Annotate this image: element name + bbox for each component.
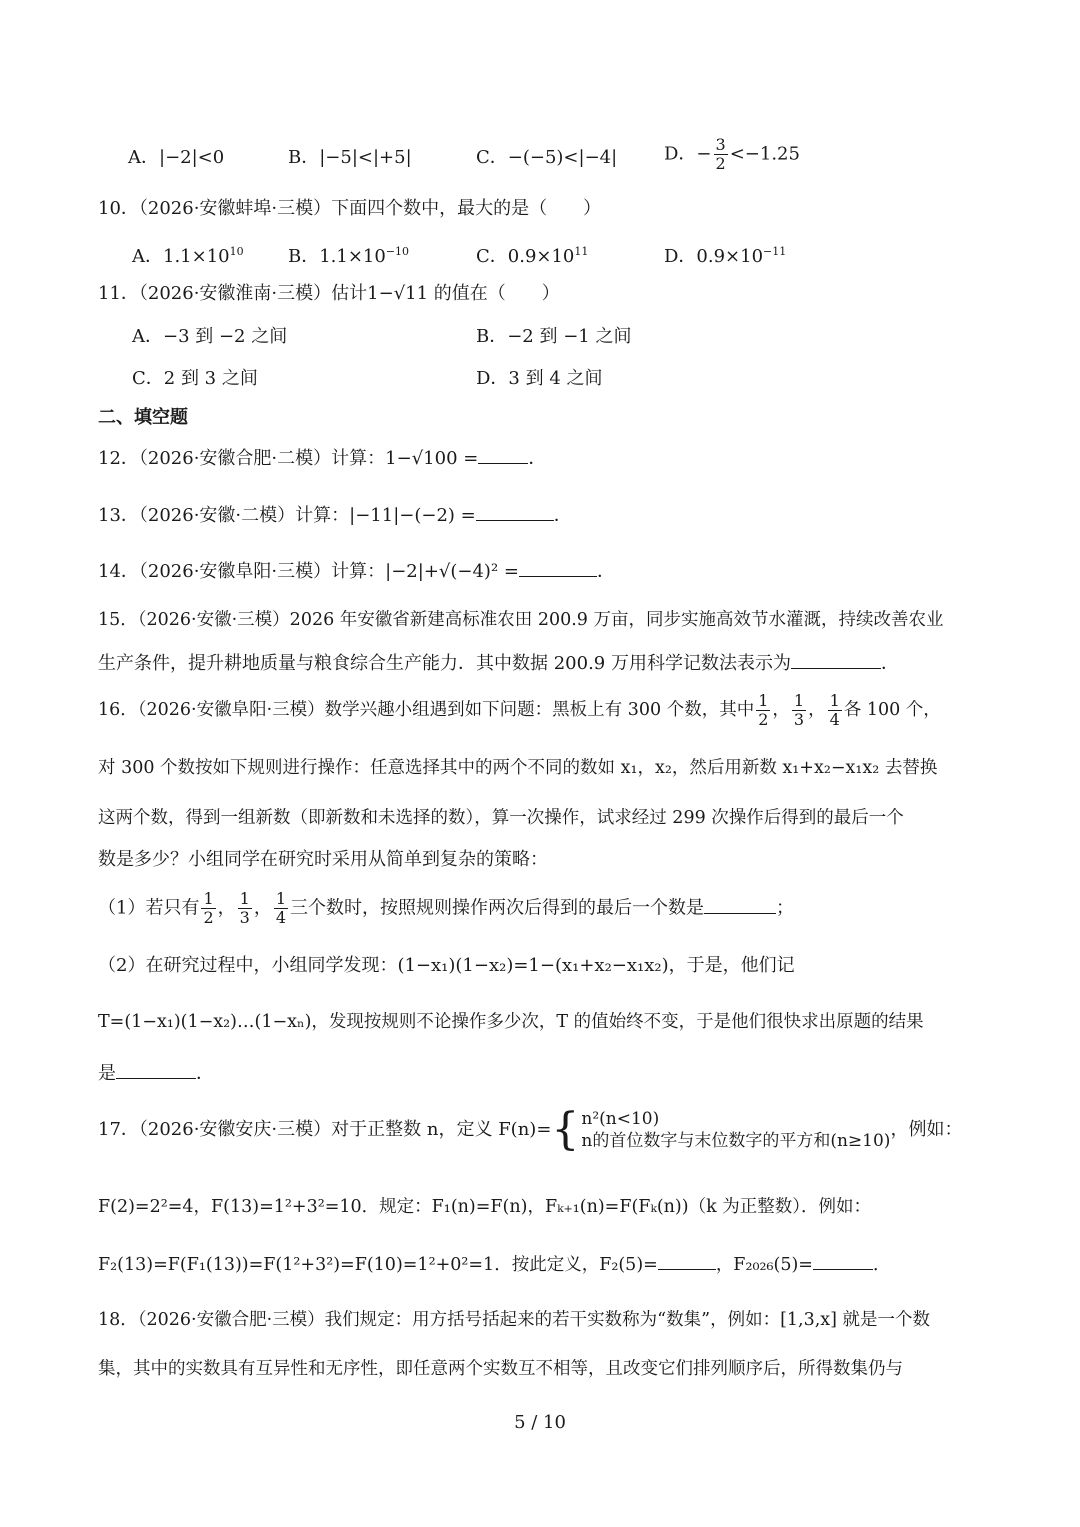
fraction-numerator: 1 — [239, 889, 250, 908]
q12: 12．（2026·安徽合肥·二模）计算：1−√100 = ． — [98, 445, 546, 471]
q16-part-1-rest: 三个数时，按照规则操作两次后得到的最后一个数是 — [290, 897, 705, 919]
q14: 14．（2026·安徽阜阳·三模）计算：|−2|+√(−4)² = ． — [98, 558, 615, 584]
fraction — [201, 890, 215, 927]
fraction-numerator: 1 — [829, 691, 840, 710]
q9-option-d — [664, 136, 800, 173]
q15-line-2: 生产条件，提升耕地质量与粮食综合生产能力．其中数据 200.9 万用科学记数法表示为 ． — [98, 650, 899, 676]
q11-option-a: A．−3 到 −2 之间 — [132, 326, 288, 347]
q16-line-2: 对 300 个数按如下规则进行操作：任意选择其中的两个不同的数如 x₁，x₂，然后用新数 x₁+x₂−x₁x₂ 去替换 — [98, 758, 938, 778]
q9-option-d-prefix: D．− — [664, 143, 712, 165]
section-heading: 二、填空题 — [98, 407, 188, 428]
fraction-numerator: 1 — [758, 691, 769, 710]
q17-line-3-mid: ，F₂₀₂₆(5)= — [715, 1255, 813, 1275]
q17-stem-end: ，例如： — [890, 1119, 963, 1140]
q16-part-2: （2）在研究过程中，小组同学发现：(1−x₁)(1−x₂)=1−(x₁+x₂−x₁x₂)，于是，他们记 — [98, 955, 795, 976]
q17-stem — [98, 1104, 963, 1155]
q9-option-a: A．|−2|<0 — [128, 147, 225, 168]
fraction-numerator: 1 — [203, 889, 214, 908]
q18-line-2: 集，其中的实数具有互异性和无序性，即任意两个实数互不相等，且改变它们排列顺序后，所得数集仍与 — [98, 1359, 903, 1379]
q10-option-d — [664, 240, 786, 269]
fraction — [756, 692, 770, 729]
answer-blank — [658, 1251, 716, 1270]
q17-line-2: F(2)=2²=4，F(13)=1²+3²=10．规定：F₁(n)=F(n)，Fₖ₊₁(n)=F(Fₖ(n))（k 为正整数）．例如： — [98, 1197, 872, 1217]
exponent: 10 — [229, 245, 244, 258]
fraction-denominator: 3 — [239, 908, 250, 927]
fraction-denominator: 2 — [758, 710, 769, 729]
q10-option-c-text: C．0.9×10 — [476, 246, 575, 267]
q10-option-a — [132, 240, 244, 269]
fraction-denominator: 4 — [275, 908, 287, 927]
q16-part-2-line-2: T=(1−x₁)(1−x₂)…(1−xₙ)，发现按规则不论操作多少次，T 的值始终不变，于是他们很快求出原题的结果 — [98, 1012, 924, 1032]
answer-blank — [116, 1060, 196, 1079]
fraction-denominator: 2 — [715, 154, 726, 173]
q11-option-b: B．−2 到 −1 之间 — [476, 326, 632, 347]
q17-stem-text: 17．（2026·安徽安庆·三模）对于正整数 n，定义 F(n)= — [98, 1119, 552, 1140]
q10-option-b — [288, 240, 409, 269]
fraction — [238, 890, 252, 927]
exponent: −10 — [385, 245, 410, 258]
q16-part-1-text: （1）若只有 — [98, 897, 200, 919]
q16-part-2-line-3: 是 ． — [98, 1060, 214, 1086]
q16-line-1-end: 各 100 个， — [843, 700, 941, 720]
answer-blank — [704, 895, 776, 914]
fraction — [274, 890, 288, 927]
page-number: 5 / 10 — [514, 1412, 566, 1433]
q10-option-d-text: D．0.9×10 — [664, 246, 764, 267]
answer-blank — [813, 1251, 873, 1270]
q16-line-1: 16．（2026·安徽阜阳·三模）数学兴趣小组遇到如下问题：黑板上有 300 个数，其中 $\frac{1}{2}$ ， $\frac{1}{3}$ ， $\frac{1}{4}$ 各 100 个， — [98, 691, 941, 729]
q18-line-1: 18．（2026·安徽合肥·三模）我们规定：用方括号括起来的若干实数称为“数集”，例如：[1,3,x] 就是一个数 — [98, 1310, 931, 1330]
q17-line-3-text: F₂(13)=F(F₁(13))=F(1²+3²)=F(10)=1²+0²=1．按此定义，F₂(5)= — [98, 1255, 658, 1275]
q9-option-c: C．−(−5)<|−4| — [476, 147, 618, 168]
answer-blank — [791, 650, 881, 669]
q16-line-3: 这两个数，得到一组新数（即新数和未选择的数），算一次操作，试求经过 299 次操作后得到的最后一个 — [98, 808, 904, 828]
q16-line-4: 数是多少？小组同学在研究时采用从简单到复杂的策略： — [98, 849, 548, 870]
fraction — [714, 136, 728, 173]
q15-line-2-text: 生产条件，提升耕地质量与粮食综合生产能力．其中数据 200.9 万用科学记数法表示为 — [98, 653, 791, 674]
fraction-denominator: 4 — [829, 710, 840, 729]
q11-option-d: D．3 到 4 之间 — [476, 368, 603, 389]
answer-blank — [519, 558, 597, 577]
q16-line-1-text: 16．（2026·安徽阜阳·三模）数学兴趣小组遇到如下问题：黑板上有 300 个数，其中 — [98, 700, 755, 720]
answer-blank — [478, 445, 528, 464]
piecewise-definition — [551, 1104, 891, 1155]
answer-blank — [476, 502, 554, 521]
q11-option-c: C．2 到 3 之间 — [132, 368, 258, 389]
q13-text: 13．（2026·安徽·二模）计算：|−11|−(−2) = — [98, 505, 476, 526]
case-2: n的首位数字与末位数字的平方和(n≥10) — [581, 1131, 891, 1151]
q16-part-1: （1）若只有 $\frac{1}{2}$ ， $\frac{1}{3}$ ， $\frac{1}{4}$ 三个数时，按照规则操作两次后得到的最后一个数是 ； — [98, 889, 795, 927]
case-1: n²(n<10) — [581, 1109, 660, 1129]
fraction — [828, 692, 842, 729]
fraction-denominator: 2 — [203, 908, 214, 927]
exponent: −11 — [763, 245, 787, 258]
exponent: 11 — [574, 245, 589, 258]
fraction-numerator: 1 — [275, 889, 287, 908]
q9-option-d-suffix: <−1.25 — [729, 143, 800, 165]
q9-option-b: B．|−5|<|+5| — [288, 147, 412, 168]
fraction-numerator: 1 — [793, 691, 805, 710]
q17-line-3: F₂(13)=F(F₁(13))=F(1²+3²)=F(10)=1²+0²=1．按此定义，F₂(5)= ，F₂₀₂₆(5)= ． — [98, 1251, 890, 1277]
q14-text: 14．（2026·安徽阜阳·三模）计算：|−2|+√(−4)² = — [98, 561, 519, 582]
q13: 13．（2026·安徽·二模）计算：|−11|−(−2) = ． — [98, 502, 572, 528]
q11-stem: 11．（2026·安徽淮南·三模）估计1−√11 的值在（ ） — [98, 283, 560, 304]
q12-text: 12．（2026·安徽合肥·二模）计算：1−√100 = — [98, 448, 479, 469]
q10-option-a-text: A．1.1×10 — [132, 246, 230, 267]
fraction-numerator: 3 — [715, 135, 726, 154]
brace-symbol: { — [551, 1104, 580, 1155]
q16-part-1-end: ； — [776, 897, 795, 919]
q10-option-c — [476, 240, 588, 269]
q10-option-b-text: B．1.1×10 — [288, 246, 386, 267]
fraction — [792, 692, 806, 729]
q10-stem: 10．（2026·安徽蚌埠·三模）下面四个数中，最大的是（ ） — [98, 198, 602, 219]
piecewise-cases — [581, 1108, 890, 1152]
q15-line-1: 15．（2026·安徽·三模）2026 年安徽省新建高标准农田 200.9 万亩，同步实施高效节水灌溉，持续改善农业 — [98, 610, 944, 630]
q16-part-2-line-3-text: 是 — [98, 1063, 116, 1084]
fraction-denominator: 3 — [793, 710, 805, 729]
